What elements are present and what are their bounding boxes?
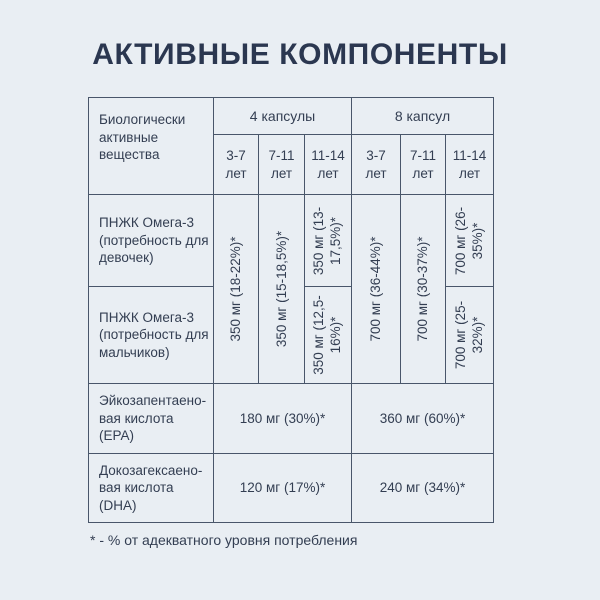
cell-dha-4caps: 120 мг (17%)*: [214, 453, 352, 523]
cell-omega-8caps-7-11: [401, 195, 446, 384]
header-age-8caps-7-11: 7-11 лет: [401, 135, 446, 195]
cell-omega-boys-4caps-11-14: [305, 287, 352, 384]
footnote: * - % от адекватного уровня потребления: [90, 532, 358, 549]
row-omega-girls: [89, 195, 494, 287]
cell-omega-girls-4caps-11-14: [305, 195, 352, 287]
value-omega-4caps-3-7: 350 мг (18-22%)*: [228, 236, 244, 342]
label-dha: Докозагексаено-вая кислота (DHA): [89, 453, 214, 523]
cell-omega-4caps-7-11: [259, 195, 305, 384]
page-title: АКТИВНЫЕ КОМПОНЕНТЫ: [92, 38, 508, 71]
cell-omega-girls-8caps-11-14: [446, 195, 494, 287]
header-4-capsules: 4 капсулы: [214, 98, 352, 135]
header-age-8caps-3-7: 3-7 лет: [352, 135, 401, 195]
header-row-groups: [89, 98, 494, 135]
header-bio-substances: Биологически активные вещества: [89, 98, 214, 195]
label-omega-girls: ПНЖК Омега-3 (потребность для девочек): [89, 195, 214, 287]
header-age-8caps-11-14: 11-14 лет: [446, 135, 494, 195]
value-omega-girls-4caps-11-14: 350 мг (13-17,5%)*: [311, 206, 343, 275]
value-omega-boys-4caps-11-14: 350 мг (12,5-16%)*: [311, 295, 343, 375]
value-omega-girls-8caps-11-14: 700 мг (26-35%)*: [452, 206, 485, 275]
active-components-table: [88, 97, 494, 523]
header-age-4caps-7-11: 7-11 лет: [259, 135, 305, 195]
cell-epa-8caps: 360 мг (60%)*: [352, 384, 494, 454]
value-omega-boys-8caps-11-14: 700 мг (25-32%)*: [452, 300, 485, 370]
label-omega-boys: ПНЖК Омега-3 (потребность для мальчиков): [89, 287, 214, 384]
cell-epa-4caps: 180 мг (30%)*: [214, 384, 352, 454]
header-age-4caps-3-7: 3-7 лет: [214, 135, 259, 195]
row-epa: [89, 384, 494, 454]
header-age-4caps-11-14: 11-14 лет: [305, 135, 352, 195]
value-omega-8caps-7-11: 700 мг (30-37%)*: [415, 236, 431, 342]
label-epa: Эйкозапентаено-вая кислота (EPA): [89, 384, 214, 454]
header-8-capsules: 8 капсул: [352, 98, 494, 135]
cell-omega-boys-8caps-11-14: [446, 287, 494, 384]
value-omega-4caps-7-11: 350 мг (15-18,5%)*: [273, 230, 289, 348]
cell-omega-4caps-3-7: [214, 195, 259, 384]
cell-omega-8caps-3-7: [352, 195, 401, 384]
cell-dha-8caps: 240 мг (34%)*: [352, 453, 494, 523]
value-omega-8caps-3-7: 700 мг (36-44%)*: [368, 236, 384, 342]
row-dha: [89, 453, 494, 523]
